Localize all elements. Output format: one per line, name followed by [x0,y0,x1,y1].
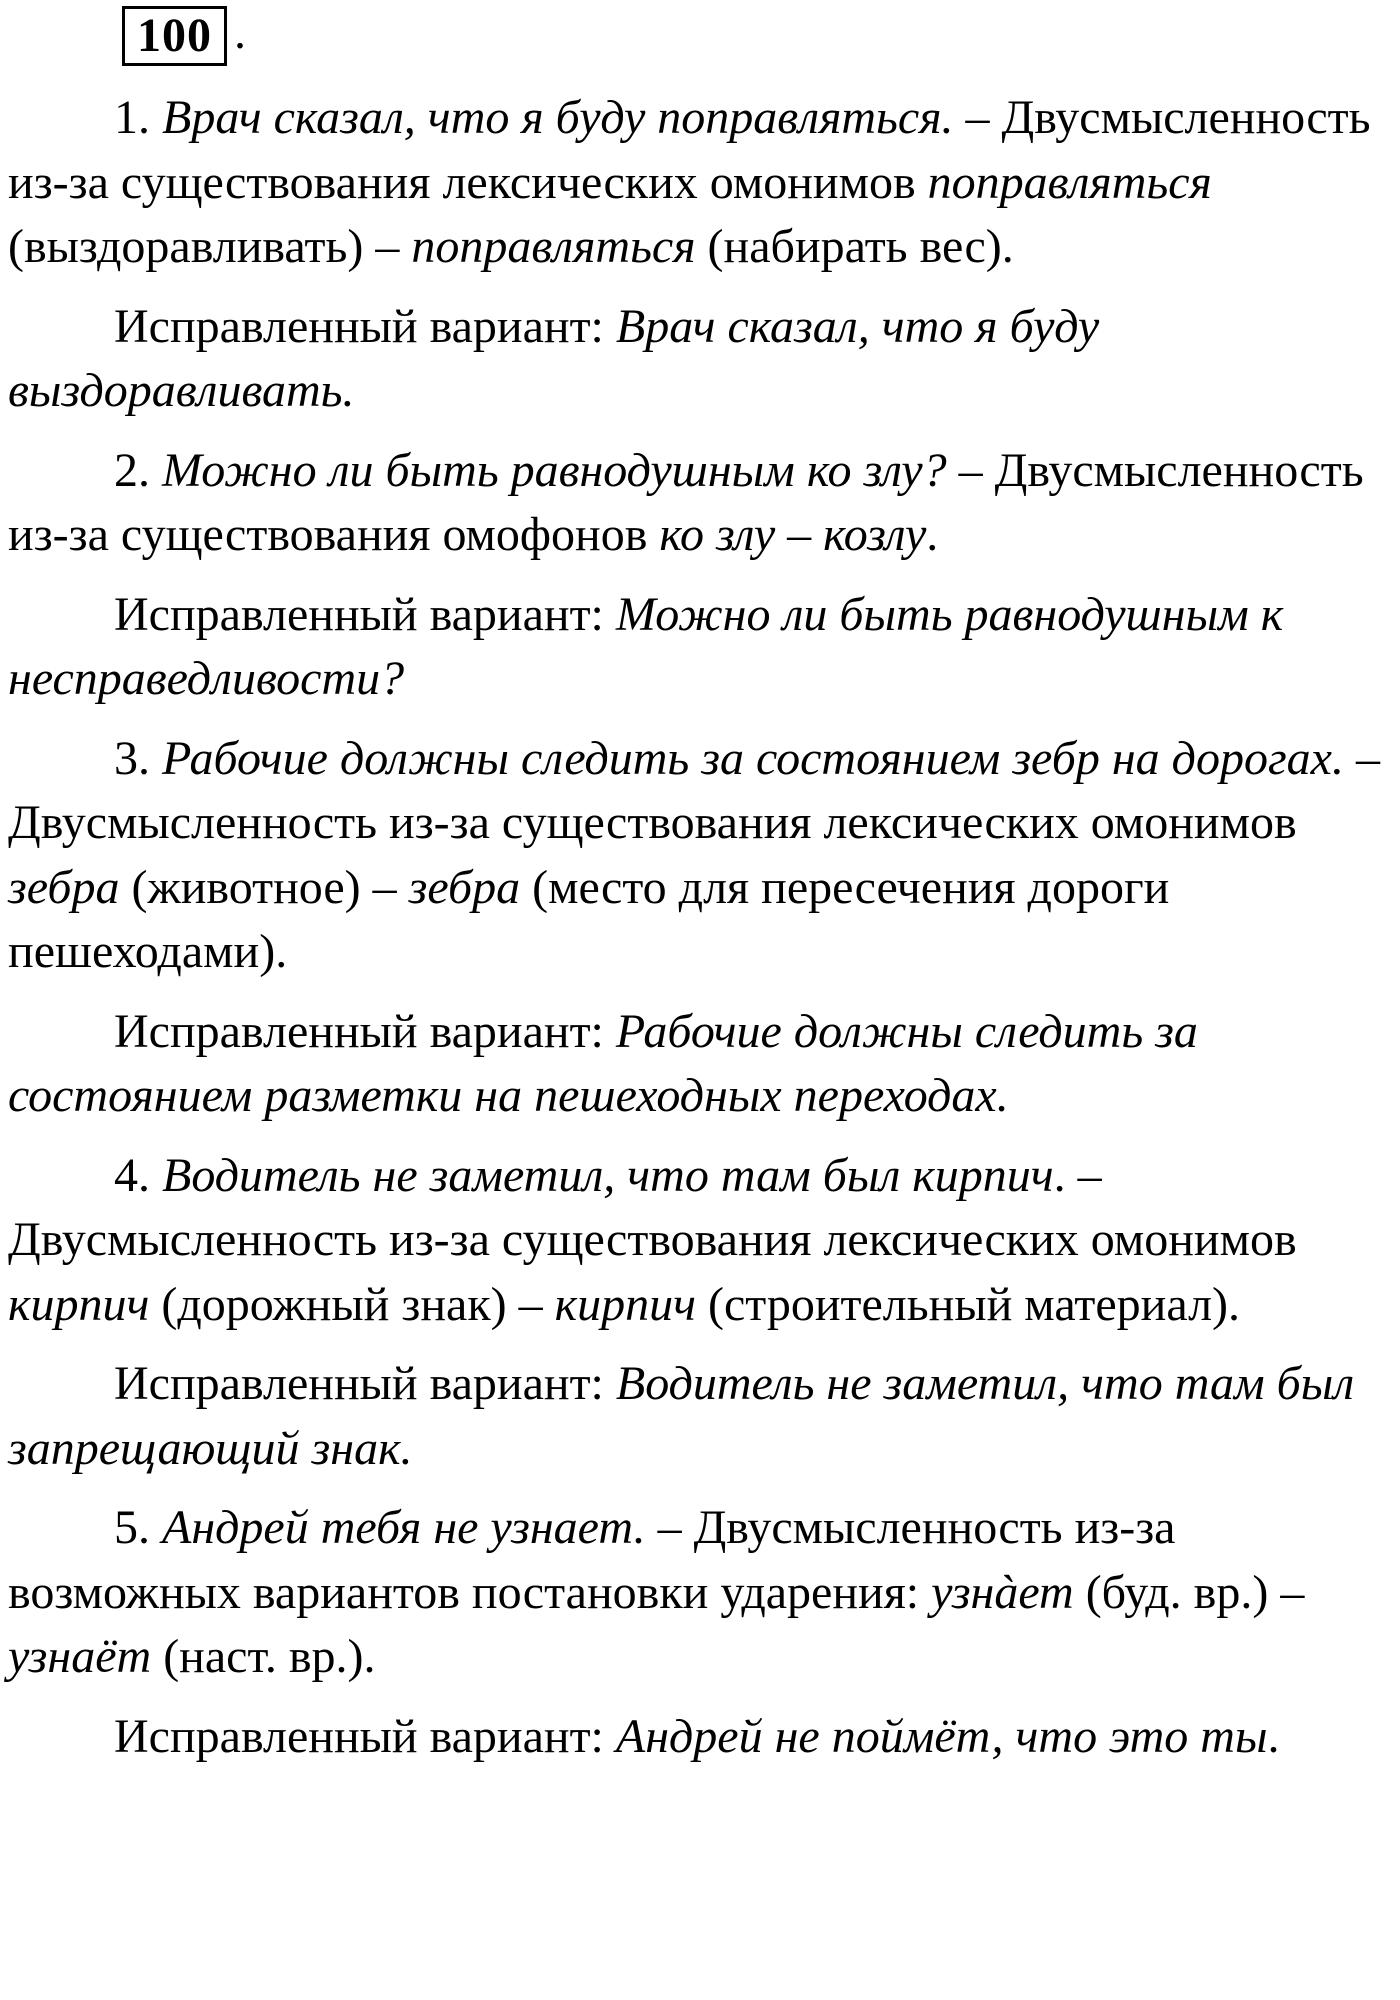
item-number: 1. [114,91,150,144]
item-4-analysis [8,1144,1388,1338]
term: узнàет [931,1565,1074,1619]
dash: – [953,91,990,144]
term: кирпич [554,1277,696,1331]
term: зебра [408,860,521,914]
example-sentence: Андрей тебя не узнает. [162,1501,646,1554]
exercise-number-dot: . [234,6,246,59]
example-sentence: Врач сказал, что я буду поправляться. [162,91,954,144]
dash: – [946,443,983,497]
term: козлу [823,508,927,561]
correction-label: Исправленный вариант: [114,1357,616,1410]
explanation-text: Двусмысленность из-за возможных вариантов постановки ударения: [8,1501,1176,1619]
gloss: (набирать вес). [695,220,1014,273]
explanation-text: Двусмысленность из-за существования лексических омонимов [8,1213,1297,1266]
correction-label: Исправленный вариант: [114,299,616,353]
item-2-correction [8,583,1388,712]
item-1-correction [8,295,1388,424]
gloss: (место для пересечения дороги пешеходами). [8,860,1170,978]
item-5-correction [8,1705,1388,1770]
explanation-text: Двусмысленность из-за существования омофонов [8,443,1364,561]
corrected-sentence: Можно ли быть равнодушным к несправедливости? [8,587,1284,705]
exercise-content [8,86,1388,1784]
correction-label: Исправленный вариант: [114,587,616,641]
gloss: (дорожный знак) – [149,1277,555,1331]
dash: – [645,1501,694,1554]
item-5-analysis [8,1496,1388,1690]
gloss: (выздоравливать) – [8,220,412,273]
corrected-sentence: Андрей не поймёт, что это ты [615,1709,1268,1763]
corrected-sentence: Водитель не заметил, что там был запрещающий знак. [8,1357,1355,1475]
correction-label: Исправленный вариант: [114,1709,616,1763]
item-4-correction [8,1352,1388,1481]
gloss: (наст. вр.). [151,1630,376,1683]
example-sentence: Можно ли быть равнодушным ко злу? [162,443,947,497]
correction-label: Исправленный вариант: [114,1004,616,1058]
corrected-sentence: Врач сказал, что я буду выздоравливать. [8,299,1100,417]
gloss: (строительный материал). [695,1277,1241,1331]
item-1-analysis [8,86,1388,280]
term: кирпич [8,1277,150,1331]
term: поправляться [411,220,696,273]
example-sentence: Водитель не заметил, что там был кирпич [162,1148,1054,1202]
gloss: (буд. вр.) – [1073,1565,1305,1619]
gloss: (животное) – [119,860,409,914]
term: поправляться [927,155,1212,209]
explanation-text: Двусмысленность из-за существования лексических омонимов [8,91,1371,209]
sentence-end: . [1267,1709,1280,1763]
term: узнаёт [8,1630,152,1683]
item-number: 2. [114,443,150,497]
item-2-analysis [8,439,1388,568]
item-3-analysis [8,727,1388,985]
item-number: 4. [114,1148,150,1202]
gloss: . [926,508,939,561]
example-sentence: Рабочие должны следить за состоянием зебр на дорогах. [162,731,1344,785]
item-number: 3. [114,731,150,785]
item-3-correction [8,1000,1388,1129]
exercise-number: 100 [122,6,227,66]
term: ко злу [659,508,776,561]
dash: – [1343,731,1380,785]
explanation-text: Двусмысленность из-за существования лексических омонимов [8,796,1297,849]
gloss: – [775,508,824,561]
item-number: 5. [114,1501,150,1554]
corrected-sentence: Рабочие должны следить за состоянием разметки на пешеходных переходах. [8,1004,1198,1122]
term: зебра [8,860,120,914]
dash: . – [1053,1148,1102,1202]
